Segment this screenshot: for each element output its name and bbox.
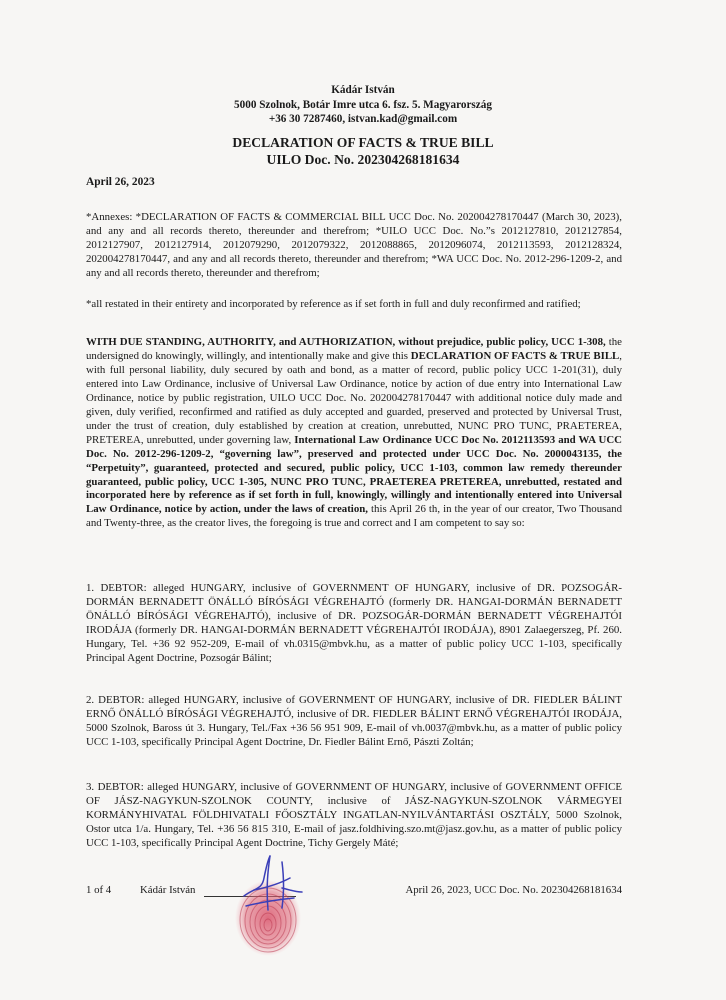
footer-signer-name: Kádár István	[140, 884, 196, 896]
footer-reference: April 26, 2023, UCC Doc. No. 202304268181634	[405, 884, 622, 896]
declaration-bold-2: DECLARATION OF FACTS & TRUE BILL	[410, 349, 620, 362]
debtor-paragraph-1: 1. DEBTOR: alleged HUNGARY, inclusive of GOVERNMENT OF HUNGARY, inclusive of DR. POZSOGÁR-DORMÁN BERNADETT ÖNÁLLÓ BÍRÓSÁGI VÉGREHAJTÓ (formerly DR. HANGAI-DORMÁN BERNADETT ÖNÁLLÓ BÍRÓSÁGI VÉGREHAJTÓ), inclusive of DR. POZSOGÁR-DORMÁN BERNADETT VÉGREHAJTÓI IRODÁJA (formerly DR. HANGAI-DORMÁN BERNADETT VÉGREHAJTÓI IRODÁJA), 8901 Zalaegerszeg, Pf. 260. Hungary, Tel. +36 92 952-209, E-mail of vh.0315@mbvk.hu, as a matter of public policy UCC 1-103, specifically Principal Agent Doctrine, Pozsogár Bálint;	[86, 582, 622, 664]
declaration-text-2: , with full personal liability, duly secured by oath and bond, as a matter of record, public policy UCC 1-201(31), duly entered into Law Ordinance, inclusive of Universal Law Ordinance, notice by action of due entry into International Law Ordinance, notice by public registration, UILO UCC Doc. No. 202004278170447 with additional notice duly made and given, duly verified, reconfirmed and ratified as duly accepted and guarded, preserved and protected by Universal Trust, under the trust of creation, duly established by creation at creation, unrebutted, NUNC PRO TUNC, PRAETEREA, PRETEREA, unrebutted, under governing law,	[86, 349, 623, 446]
page-footer	[86, 884, 626, 900]
author-contact: +36 30 7287460, istvan.kad@gmail.com	[268, 113, 458, 126]
declaration-bold-3: International Law Ordinance UCC Doc No. 2012113593 and WA UCC Doc. No. 2012-296-1209-2, “governing law”, preserved and protected under UCC Doc. No. 2000043135, the “Perpetuity”, guaranteed, protected and secured, public policy, UCC 1-103, common law remedy thereunder guaranteed, public policy, UCC 1-305, NUNC PRO TUNC, PRAETEREA PRETEREA, unrebutted, restated and incorporated here by reference as if set forth in full, knowingly, willingly and intentionally entered into Universal Law Ordinance, notice by action, under the laws of creation,	[86, 433, 622, 516]
debtor-paragraph-2: 2. DEBTOR: alleged HUNGARY, inclusive of GOVERNMENT OF HUNGARY, inclusive of DR. FIEDLER BÁLINT ERNŐ ÖNÁLLÓ BÍRÓSÁGI VÉGREHAJTÓ, inclusive of DR. FIEDLER BÁLINT ERNŐ VÉGREHAJTÓI IRODÁJA, 5000 Szolnok, Baross út 3. Hungary, Tel./Fax +36 56 951 909, E-mail of vh.0037@mbvk.hu, as a matter of public policy UCC 1-103, specifically Principal Agent Doctrine, Dr. Fiedler Bálint Ernő, Pászti Zoltán;	[86, 694, 622, 748]
declaration-text-3: this April 26 th, in the year of our creator, Two Thousand and Twenty-three, as the creator lives, the foregoing is true and correct and I am competent to say so:	[86, 503, 622, 530]
title-line-1: DECLARATION OF FACTS & TRUE BILL	[232, 135, 494, 150]
page-number: 1 of 4	[86, 884, 112, 896]
declaration-bold-1: WITH DUE STANDING, AUTHORITY, and AUTHORIZATION, without prejudice, public policy, UCC 1-308,	[86, 336, 606, 348]
declaration-paragraph	[86, 336, 622, 531]
author-name: Kádár István	[331, 84, 395, 96]
title-line-2: UILO Doc. No. 202304268181634	[266, 151, 460, 167]
author-address: 5000 Szolnok, Botár Imre utca 6. fsz. 5. Magyarország	[234, 98, 492, 111]
signature-and-fingerprint	[224, 848, 314, 958]
letterhead	[0, 83, 726, 127]
document-date: April 26, 2023	[86, 176, 155, 188]
declaration-text-1: the undersigned do knowingly, willingly, and intentionally make and give this	[86, 336, 622, 362]
debtor-paragraph-3: 3. DEBTOR: alleged HUNGARY, inclusive of GOVERNMENT OF HUNGARY, inclusive of GOVERNMENT OFFICE OF JÁSZ-NAGYKUN-SZOLNOK COUNTY, inclusive of JÁSZ-NAGYKUN-SZOLNOK VÁRMEGYEI KORMÁNYHIVATAL FÖLDHIVATALI FŐOSZTÁLY INGATLAN-NYILVÁNTARTÁSI OSZTÁLY, 5000 Szolnok, Ostor utca 1/a. Hungary, Tel. +36 56 815 310, E-mail of jasz.foldhiving.szo.mt@jasz.gov.hu, as a matter of public policy UCC 1-103, specifically Principal Agent Doctrine, Tichy Gergely Máté;	[86, 781, 622, 849]
restated-paragraph: *all restated in their entirety and incorporated by reference as if set forth in full and duly reconfirmed and ratified;	[86, 298, 581, 310]
document-title	[0, 135, 726, 168]
annexes-paragraph: *Annexes: *DECLARATION OF FACTS & COMMERCIAL BILL UCC Doc. No. 202004278170447 (March 30, 2023), and any and all records thereto, thereunder and therefrom; *UILO UCC Doc. No.”s 2012127810, 2012127854, 2012127907, 2012127914, 2012079290, 2012079322, 2012088865, 2012096074, 2012113593, 2012128324, 202004278170447, and any and all records thereto, thereunder and therefrom; *WA UCC Doc. No. 2012-296-1209-2, and any and all records thereto, thereunder and therefrom;	[86, 211, 622, 279]
